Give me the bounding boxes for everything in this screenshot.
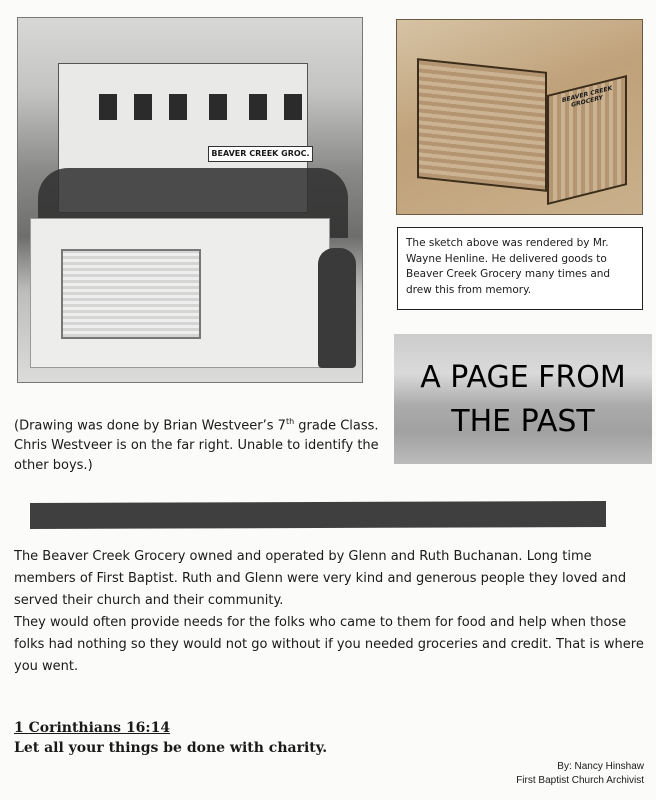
window xyxy=(209,94,227,120)
story-text xyxy=(14,546,644,678)
sketch-caption-box xyxy=(397,227,643,310)
building-drawing xyxy=(61,249,201,339)
title-line-1: A PAGE FROM xyxy=(420,360,626,395)
story-paragraph-1: The Beaver Creek Grocery owned and operated by Glenn and Ruth Buchanan. Long time members of First Baptist. Ruth and Glenn were very kind and generous people they loved and served their church and their community. xyxy=(14,549,627,608)
window xyxy=(134,94,152,120)
sketch-sign-text: BEAVER CREEK GROCERY xyxy=(561,84,613,109)
sketch-building-side xyxy=(547,75,627,205)
photo-caption-part-2: grade Class. Chris Westveer is on the far right. Unable to identify the other boys.) xyxy=(14,418,379,474)
story-paragraph-2: They would often provide needs for the folks who came to them for food and help when those folks had nothing so they would not go without if you needed groceries and credit. That is where you went. xyxy=(14,615,644,674)
verse-reference: 1 Corinthians 16:14 xyxy=(14,720,171,736)
sketch-building-front xyxy=(417,58,547,192)
sketch-image xyxy=(396,19,643,215)
photo-caption xyxy=(14,412,394,476)
window xyxy=(169,94,187,120)
window xyxy=(249,94,267,120)
window xyxy=(284,94,302,120)
sketch-caption: The sketch above was rendered by Mr. Wayne Henline. He delivered goods to Beaver Creek Grocery many times and drew this from memory. xyxy=(406,237,611,296)
byline-author: By: Nancy Hinshaw xyxy=(557,761,644,772)
historic-photo xyxy=(17,17,363,383)
storefront-sign xyxy=(208,146,313,162)
photo-caption-part-1: (Drawing was done by Brian Westveer’s 7 xyxy=(14,418,286,434)
divider-bar xyxy=(30,501,606,529)
page-title xyxy=(394,356,652,444)
title-line-2: THE PAST xyxy=(451,404,595,439)
byline xyxy=(516,760,644,788)
child-figure xyxy=(318,248,356,368)
byline-role: First Baptist Church Archivist xyxy=(516,775,644,786)
storefront-sign-text: BEAVER CREEK GROC. xyxy=(211,149,310,158)
verse-text: Let all your things be done with charity. xyxy=(14,740,328,756)
drawing-board xyxy=(30,218,330,368)
window xyxy=(99,94,117,120)
photo-caption-superscript: th xyxy=(285,417,295,426)
